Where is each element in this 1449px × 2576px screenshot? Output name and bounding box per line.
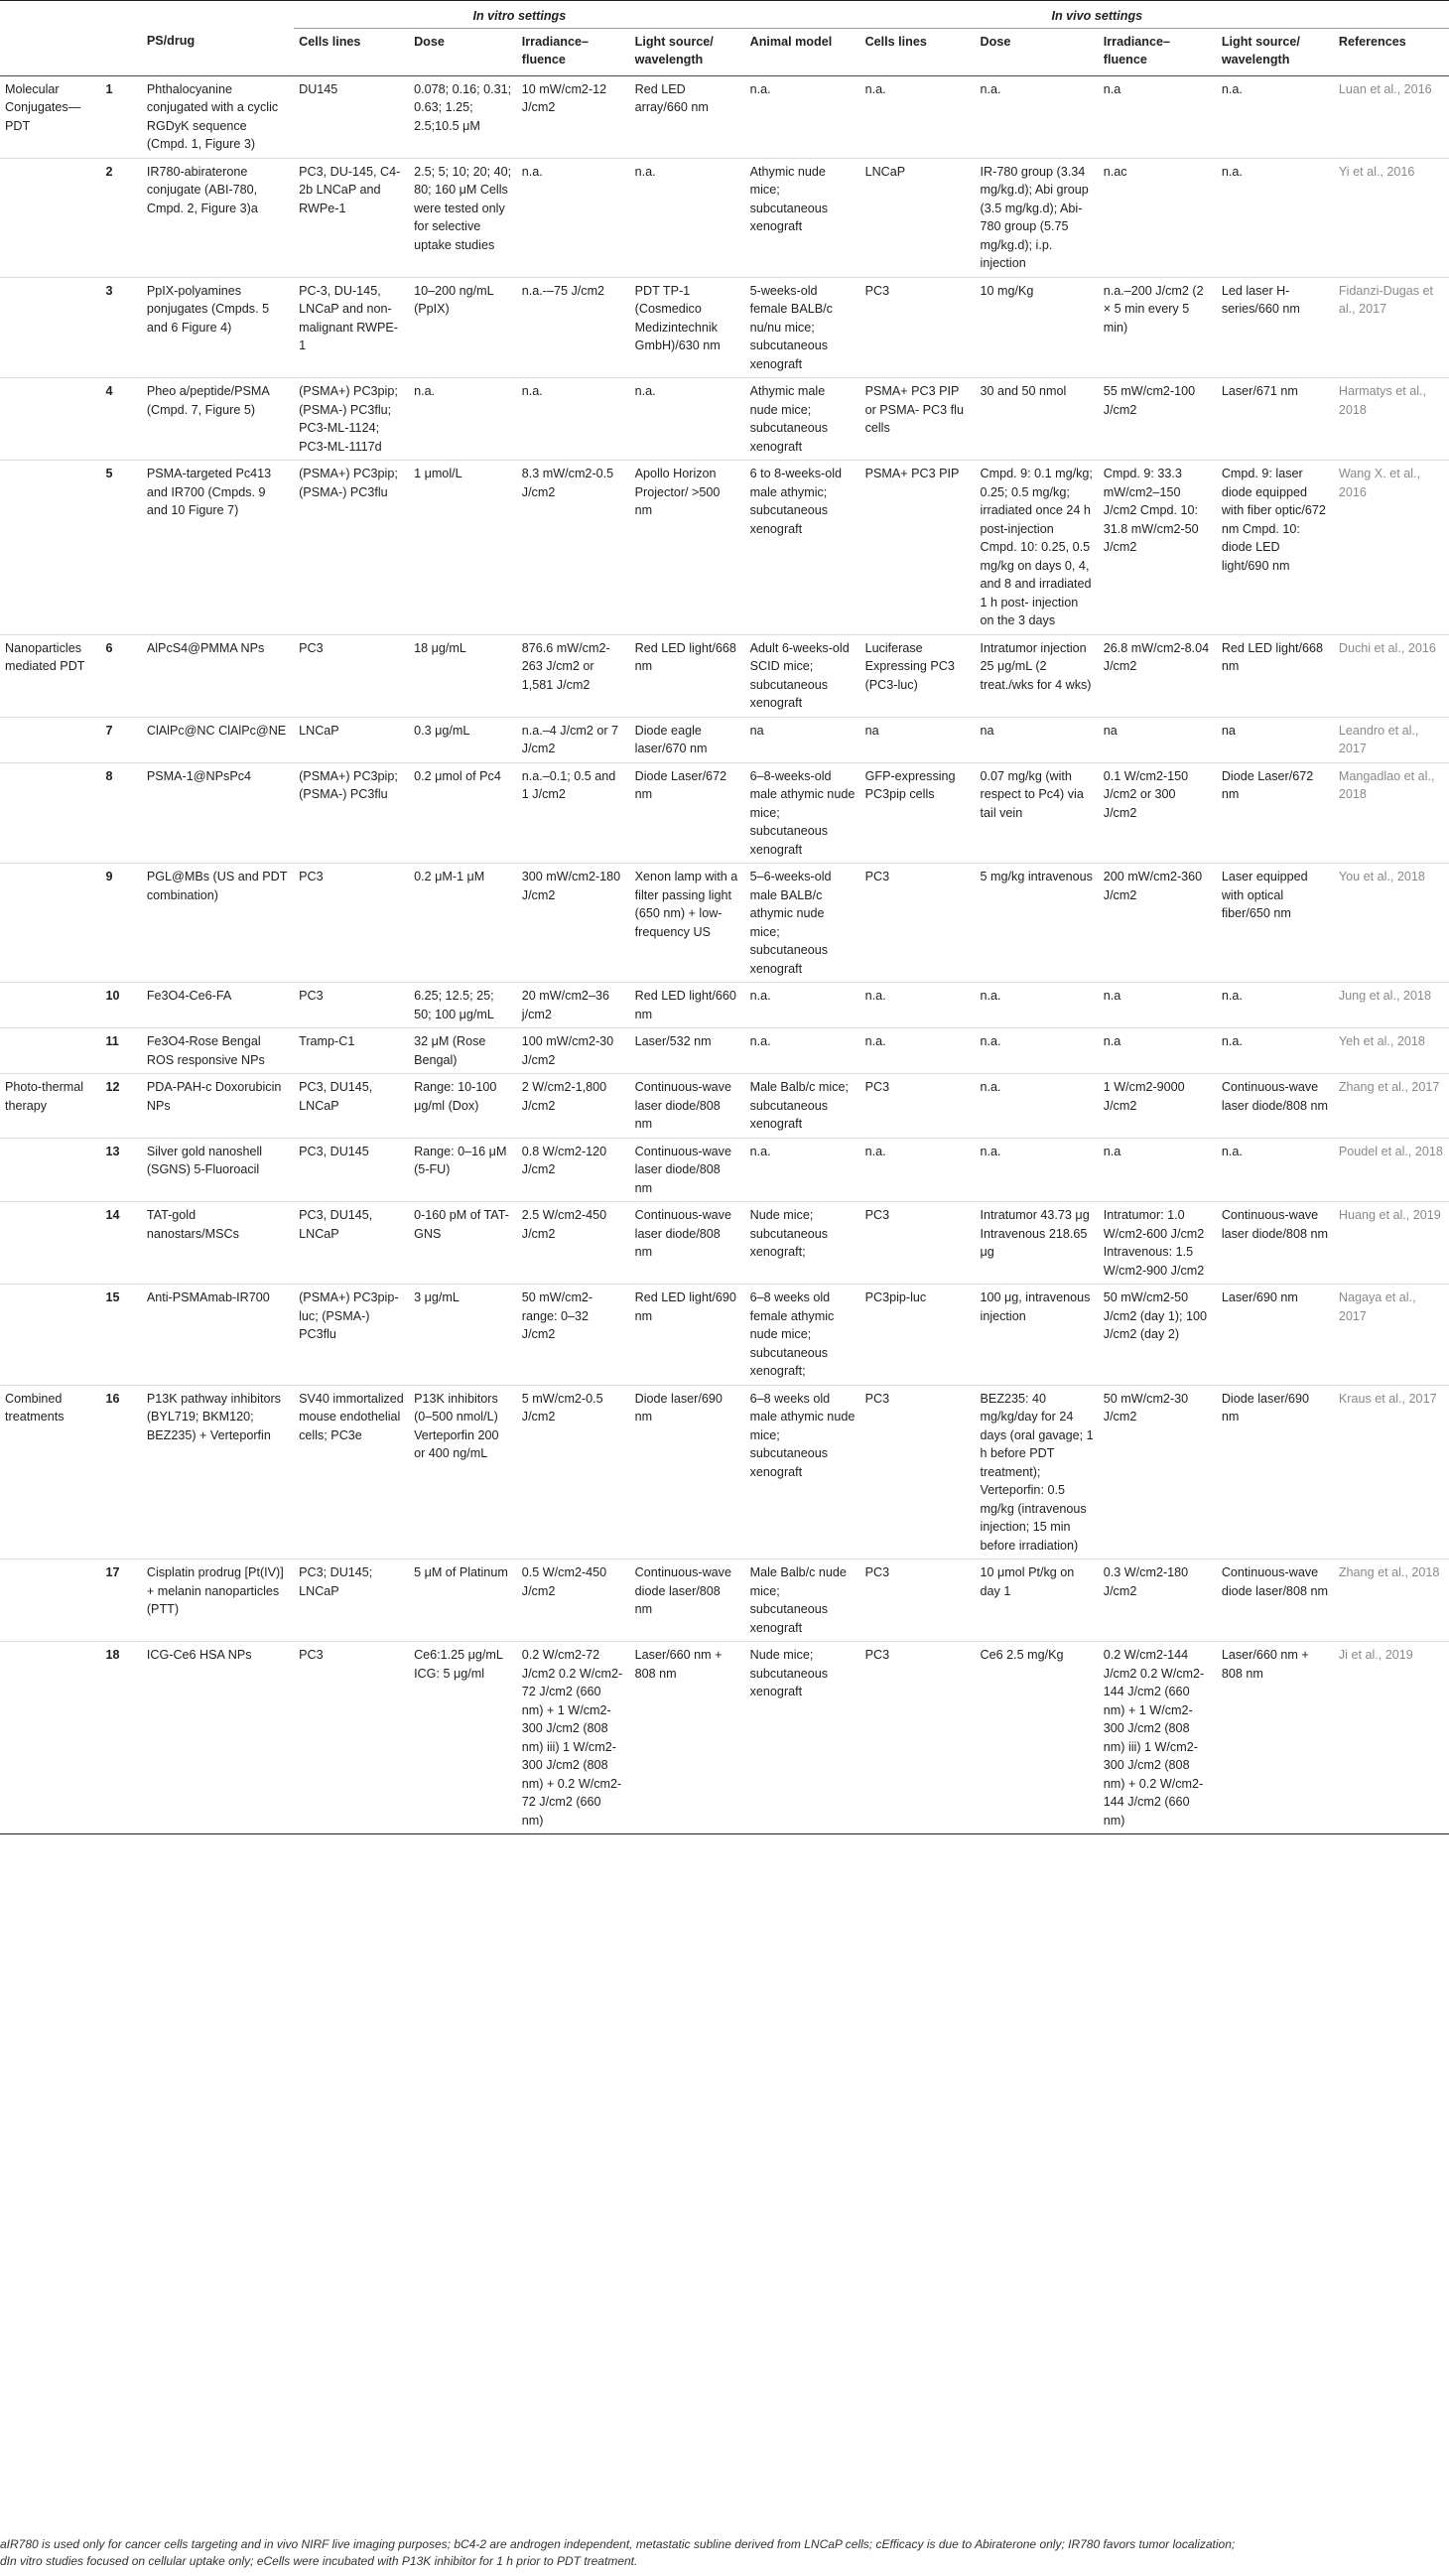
col-header: Light source/ wavelength	[1217, 28, 1334, 75]
cell-vitro-cells: PC-3, DU-145, LNCaP and non-malignant RWPE-1	[299, 283, 398, 352]
cell-ref: Fidanzi-Dugas et al., 2017	[1338, 283, 1434, 316]
cell-vitro-light: Continuous-wave laser diode/808 nm	[634, 1144, 731, 1195]
col-header: Cells lines	[860, 28, 976, 75]
cell-vivo-irr: 0.1 W/cm2-150 J/cm2 or 300 J/cm2	[1103, 768, 1189, 820]
cell-vitro-light: PDT TP-1 (Cosmedico Medizintechnik GmbH)/630 nm	[634, 283, 721, 352]
cell-category	[0, 461, 100, 635]
cell-vitro-irr: 10 mW/cm2-12 J/cm2	[521, 81, 607, 114]
cell-num: 3	[105, 283, 113, 298]
cell-category	[0, 717, 100, 762]
cell-animal: n.a.	[749, 989, 771, 1003]
cell-vivo-light: Laser/690 nm	[1221, 1290, 1298, 1304]
cell-ref: Poudel et al., 2018	[1338, 1144, 1443, 1158]
cell-category	[0, 983, 100, 1028]
cell-vivo-dose: 100 μg, intravenous injection	[980, 1290, 1091, 1323]
cell-num: 13	[105, 1144, 120, 1158]
cell-vitro-cells: SV40 immortalized mouse endothelial cells; PC3e	[299, 1391, 404, 1442]
cell-vitro-irr: n.a.	[521, 384, 543, 398]
cell-category	[0, 1028, 100, 1074]
cell-vitro-light: Diode Laser/672 nm	[634, 768, 727, 801]
cell-vivo-cells: PC3pip-luc	[864, 1290, 927, 1304]
cell-ps: IR780-abiraterone conjugate (ABI-780, Cmpd. 2, Figure 3)a	[146, 164, 258, 215]
cell-vivo-light: Laser/660 nm + 808 nm	[1221, 1648, 1309, 1681]
cell-vivo-light: Diode Laser/672 nm	[1221, 768, 1314, 801]
cell-vivo-cells: LNCaP	[864, 164, 906, 179]
cell-vivo-irr: 0.3 W/cm2-180 J/cm2	[1103, 1565, 1189, 1598]
cell-vitro-light: Red LED array/660 nm	[634, 81, 709, 114]
col-header: References	[1334, 28, 1449, 75]
cell-vivo-cells: PC3	[864, 1565, 890, 1579]
table-row	[0, 634, 1449, 717]
cell-ref: Yeh et al., 2018	[1338, 1034, 1425, 1048]
table-row	[0, 1074, 1449, 1139]
cell-vitro-dose: 0.2 μmol of Pc4	[414, 768, 501, 783]
cell-vitro-irr: n.a.-–75 J/cm2	[521, 283, 605, 298]
cell-vivo-dose: n.a.	[980, 1144, 1001, 1158]
cell-vitro-cells: PC3, DU-145, C4-2b LNCaP and RWPe-1	[299, 164, 401, 215]
cell-vivo-dose: 10 μmol Pt/kg on day 1	[980, 1565, 1075, 1598]
cell-ps: P13K pathway inhibitors (BYL719; BKM120; BEZ235) + Verteporfin	[146, 1391, 281, 1442]
cell-vivo-light: Continuous-wave laser diode/808 nm	[1221, 1080, 1328, 1113]
cell-vitro-irr: 8.3 mW/cm2-0.5 J/cm2	[521, 467, 614, 499]
cell-num: 14	[105, 1208, 120, 1222]
cell-vivo-irr: n.a	[1103, 1034, 1121, 1048]
cell-vivo-irr: n.ac	[1103, 164, 1127, 179]
cell-vitro-light: Continuous-wave diode laser/808 nm	[634, 1565, 731, 1616]
cell-vitro-light: Red LED light/668 nm	[634, 640, 736, 673]
cell-vitro-cells: PC3	[299, 870, 324, 883]
cell-vitro-dose: 3 μg/mL	[414, 1290, 460, 1304]
cell-vivo-dose: n.a.	[980, 81, 1001, 96]
table-row	[0, 378, 1449, 461]
cell-vitro-cells: PC3	[299, 640, 324, 655]
cell-vivo-cells: PSMA+ PC3 PIP or PSMA- PC3 flu cells	[864, 384, 964, 435]
cell-vitro-light: n.a.	[634, 384, 656, 398]
cell-num: 7	[105, 723, 113, 738]
cell-animal: n.a.	[749, 1144, 771, 1158]
cell-category	[0, 1285, 100, 1386]
cell-vitro-cells: PC3, DU145, LNCaP	[299, 1080, 373, 1113]
col-header: Animal model	[745, 28, 860, 75]
cell-num: 12	[105, 1080, 120, 1094]
cell-ps: TAT-gold nanostars/MSCs	[146, 1208, 239, 1241]
cell-vivo-light: n.a.	[1221, 989, 1243, 1003]
cell-vitro-cells: (PSMA+) PC3pip; (PSMA-) PC3flu	[299, 768, 398, 801]
cell-category: Nanoparticles mediated PDT	[5, 640, 85, 673]
cell-ps: Silver gold nanoshell (SGNS) 5-Fluoroacil	[146, 1144, 263, 1176]
cell-num: 16	[105, 1391, 120, 1406]
cell-vivo-cells: n.a.	[864, 81, 886, 96]
in-vivo-header: In vivo settings	[745, 1, 1449, 29]
table-row	[0, 1642, 1449, 1834]
cell-vitro-cells: PC3, DU145	[299, 1144, 369, 1158]
cell-num: 10	[105, 989, 120, 1003]
cell-vivo-light: Led laser H-series/660 nm	[1221, 283, 1300, 316]
cell-ref: Luan et al., 2016	[1338, 81, 1432, 96]
cell-ref: Nagaya et al., 2017	[1338, 1290, 1416, 1323]
cell-ps: Cisplatin prodrug [Pt(IV)] + melanin nanoparticles (PTT)	[146, 1565, 284, 1616]
in-vitro-header: In vitro settings	[294, 1, 745, 29]
col-header: PS/drug	[142, 28, 294, 75]
cell-ref: Huang et al., 2019	[1338, 1208, 1441, 1222]
cell-animal: Adult 6-weeks-old SCID mice; subcutaneous xenograft	[749, 640, 850, 710]
cell-vitro-light: Laser/660 nm + 808 nm	[634, 1648, 723, 1681]
cell-vivo-light: Continuous-wave laser diode/808 nm	[1221, 1208, 1328, 1241]
cell-ref: Mangadlao et al., 2018	[1338, 768, 1435, 801]
col-header: Light source/ wavelength	[630, 28, 745, 75]
cell-vitro-cells: PC3	[299, 1648, 324, 1662]
cell-vivo-dose: Ce6 2.5 mg/Kg	[980, 1648, 1064, 1662]
cell-vivo-irr: 55 mW/cm2-100 J/cm2	[1103, 384, 1196, 417]
cell-category	[0, 864, 100, 983]
cell-vitro-dose: 0.3 μg/mL	[414, 723, 470, 738]
cell-vivo-irr: 26.8 mW/cm2-8.04 J/cm2	[1103, 640, 1210, 673]
cell-vivo-irr: 0.2 W/cm2-144 J/cm2 0.2 W/cm2-144 J/cm2 (660 nm) + 1 W/cm2-300 J/cm2 (808 nm) iii) 1 W/cm2-300 J/cm2 (808 nm) + 0.2 W/cm2-144 J/cm2 (660 nm)	[1103, 1648, 1205, 1828]
cell-ref: Zhang et al., 2018	[1338, 1565, 1440, 1579]
cell-ref: Jung et al., 2018	[1338, 989, 1431, 1003]
cell-num: 2	[105, 164, 113, 179]
cell-vitro-light: Laser/532 nm	[634, 1034, 712, 1048]
cell-vivo-dose: Intratumor injection 25 μg/mL (2 treat./wks for 4 wks)	[980, 640, 1092, 692]
cell-num: 15	[105, 1290, 120, 1304]
cell-vitro-light: Xenon lamp with a filter passing light (650 nm) + low-frequency US	[634, 870, 738, 939]
cell-vivo-irr: 50 mW/cm2-30 J/cm2	[1103, 1391, 1189, 1424]
cell-vivo-light: Red LED light/668 nm	[1221, 640, 1324, 673]
table-row	[0, 983, 1449, 1028]
cell-animal: 5–6-weeks-old male BALB/c athymic nude mice; subcutaneous xenograft	[749, 870, 832, 976]
cell-ref: Yi et al., 2016	[1338, 164, 1415, 179]
cell-vivo-light: n.a.	[1221, 81, 1243, 96]
header-columns-row	[0, 28, 1449, 75]
cell-vivo-cells: n.a.	[864, 989, 886, 1003]
cell-vivo-light: Laser/671 nm	[1221, 384, 1298, 398]
cell-vitro-cells: (PSMA+) PC3pip; (PSMA-) PC3flu; PC3-ML-1124; PC3-ML-1117d	[299, 384, 398, 454]
cell-animal: 6–8 weeks old male athymic nude mice; subcutaneous xenograft	[749, 1391, 856, 1479]
table-row	[0, 461, 1449, 635]
cell-vivo-cells: n.a.	[864, 1144, 886, 1158]
cell-ps: Pheo a/peptide/PSMA (Cmpd. 7, Figure 5)	[146, 384, 270, 417]
cell-animal: Male Balb/c nude mice; subcutaneous xenograft	[749, 1565, 847, 1635]
cell-vivo-irr: 50 mW/cm2-50 J/cm2 (day 1); 100 J/cm2 (day 2)	[1103, 1290, 1208, 1341]
cell-vitro-dose: 2.5; 5; 10; 20; 40; 80; 160 μM Cells were tested only for selective uptake studies	[414, 164, 512, 252]
cell-category	[0, 378, 100, 461]
cell-vitro-cells: (PSMA+) PC3pip-luc; (PSMA-) PC3flu	[299, 1290, 399, 1341]
cell-vitro-irr: 5 mW/cm2-0.5 J/cm2	[521, 1391, 603, 1424]
table-row	[0, 277, 1449, 378]
cell-vivo-dose: Intratumor 43.73 μg Intravenous 218.65 μg	[980, 1208, 1090, 1259]
col-header: Cells lines	[294, 28, 409, 75]
cell-ps: PSMA-targeted Pc413 and IR700 (Cmpds. 9 and 10 Figure 7)	[146, 467, 272, 517]
cell-vitro-cells: PC3; DU145; LNCaP	[299, 1565, 373, 1598]
cell-ref: Leandro et al., 2017	[1338, 723, 1419, 755]
col-header: Irradiance–fluence	[1099, 28, 1217, 75]
cell-category	[0, 1138, 100, 1202]
col-header: Dose	[409, 28, 517, 75]
table-row	[0, 1285, 1449, 1386]
cell-vitro-dose: 10–200 ng/mL (PpIX)	[414, 283, 494, 316]
cell-vitro-cells: (PSMA+) PC3pip; (PSMA-) PC3flu	[299, 467, 398, 499]
cell-vivo-light: Continuous-wave diode laser/808 nm	[1221, 1565, 1328, 1598]
cell-category: Molecular Conjugates—PDT	[5, 81, 81, 133]
cell-vitro-light: Red LED light/690 nm	[634, 1290, 736, 1323]
cell-vitro-irr: n.a.	[521, 164, 543, 179]
cell-animal: Nude mice; subcutaneous xenograft	[749, 1648, 829, 1698]
table-row	[0, 158, 1449, 277]
table-row	[0, 864, 1449, 983]
cell-vitro-dose: Ce6:1.25 μg/mL ICG: 5 μg/ml	[414, 1648, 503, 1681]
cell-category: Combined treatments	[5, 1391, 65, 1424]
col-header: Irradiance–fluence	[517, 28, 630, 75]
cell-vitro-irr: 300 mW/cm2-180 J/cm2	[521, 870, 621, 902]
cell-vivo-dose: 30 and 50 nmol	[980, 384, 1067, 398]
cell-vivo-light: n.a.	[1221, 1034, 1243, 1048]
cell-category	[0, 1202, 100, 1285]
cell-ps: ClAlPc@NC ClAlPc@NE	[146, 723, 287, 738]
cell-ps: PSMA-1@NPsPc4	[146, 768, 252, 783]
cell-ps: Fe3O4-Ce6-FA	[146, 989, 232, 1003]
cell-vitro-dose: 0.2 μM-1 μM	[414, 870, 485, 883]
cell-vivo-irr: 200 mW/cm2-360 J/cm2	[1103, 870, 1203, 902]
cell-vivo-cells: PC3	[864, 283, 890, 298]
cell-vivo-irr: n.a	[1103, 989, 1121, 1003]
cell-vivo-irr: 1 W/cm2-9000 J/cm2	[1103, 1080, 1185, 1113]
table-row	[0, 1385, 1449, 1559]
table-row	[0, 1138, 1449, 1202]
cell-vitro-irr: 0.2 W/cm2-72 J/cm2 0.2 W/cm2-72 J/cm2 (660 nm) + 1 W/cm2-300 J/cm2 (808 nm) iii) 1 W/cm2-300 J/cm2 (808 nm) + 0.2 W/cm2-72 J/cm2 (660 nm)	[521, 1648, 623, 1828]
cell-animal: Male Balb/c mice; subcutaneous xenograft	[749, 1080, 850, 1131]
cell-vitro-irr: 20 mW/cm2–36 j/cm2	[521, 989, 609, 1021]
cell-vitro-irr: 0.8 W/cm2-120 J/cm2	[521, 1144, 607, 1176]
cell-vitro-dose: P13K inhibitors (0–500 nmol/L) Verteporfin 200 or 400 ng/mL	[414, 1391, 499, 1460]
cell-num: 8	[105, 768, 113, 783]
cell-vitro-dose: Range: 0–16 μM (5-FU)	[414, 1144, 507, 1176]
cell-vivo-cells: Luciferase Expressing PC3 (PC3-luc)	[864, 640, 955, 692]
cell-vivo-dose: 10 mg/Kg	[980, 283, 1034, 298]
cell-category	[0, 762, 100, 864]
cell-num: 18	[105, 1648, 120, 1662]
cell-num: 5	[105, 467, 113, 480]
cell-category: Photo-thermal therapy	[5, 1080, 84, 1113]
cell-animal: 6 to 8-weeks-old male athymic; subcutaneous xenograft	[749, 467, 843, 536]
cell-animal: Athymic nude mice; subcutaneous xenograft	[749, 164, 829, 233]
cell-vivo-cells: PC3	[864, 870, 890, 883]
cell-vivo-dose: n.a.	[980, 1034, 1001, 1048]
cell-vitro-light: Continuous-wave laser diode/808 nm	[634, 1080, 731, 1131]
cell-animal: 6–8-weeks-old male athymic nude mice; subcutaneous xenograft	[749, 768, 856, 857]
cell-vitro-light: n.a.	[634, 164, 656, 179]
header-group-row	[0, 1, 1449, 29]
cell-ps: ICG-Ce6 HSA NPs	[146, 1648, 252, 1662]
cell-vitro-dose: 6.25; 12.5; 25; 50; 100 μg/mL	[414, 989, 494, 1021]
cell-num: 11	[105, 1034, 119, 1048]
cell-num: 17	[105, 1565, 120, 1579]
cell-vivo-cells: na	[864, 723, 879, 738]
cell-ps: AlPcS4@PMMA NPs	[146, 640, 265, 655]
footnotes	[0, 2536, 1439, 2570]
cell-vitro-cells: Tramp-C1	[299, 1034, 355, 1048]
cell-vitro-light: Diode laser/690 nm	[634, 1391, 723, 1424]
cell-ref: Kraus et al., 2017	[1338, 1391, 1437, 1406]
cell-vivo-dose: n.a.	[980, 1080, 1001, 1094]
cell-animal: 6–8 weeks old female athymic nude mice; subcutaneous xenograft;	[749, 1290, 835, 1378]
table-row	[0, 75, 1449, 158]
cell-ps: Fe3O4-Rose Bengal ROS responsive NPs	[146, 1034, 265, 1067]
cell-vivo-cells: PC3	[864, 1080, 890, 1094]
cell-vivo-light: n.a.	[1221, 1144, 1243, 1158]
cell-ref: Zhang et al., 2017	[1338, 1080, 1440, 1094]
cell-vivo-dose: 5 mg/kg intravenous	[980, 870, 1093, 883]
cell-vitro-light: Diode eagle laser/670 nm	[634, 723, 708, 755]
cell-vivo-cells: PC3	[864, 1208, 890, 1222]
cell-ps: PpIX-polyamines ponjugates (Cmpds. 5 and 6 Figure 4)	[146, 283, 270, 335]
cell-ps: PGL@MBs (US and PDT combination)	[146, 870, 288, 902]
cell-vivo-cells: PSMA+ PC3 PIP	[864, 467, 960, 480]
cell-vitro-irr: 2.5 W/cm2-450 J/cm2	[521, 1208, 607, 1241]
cell-animal: Athymic male nude mice; subcutaneous xenograft	[749, 384, 829, 454]
cell-vitro-dose: 5 μM of Platinum	[414, 1565, 508, 1579]
cell-vitro-light: Continuous-wave laser diode/808 nm	[634, 1208, 731, 1259]
cell-vitro-irr: 100 mW/cm2-30 J/cm2	[521, 1034, 614, 1067]
cell-vivo-irr: Intratumor: 1.0 W/cm2-600 J/cm2 Intravenous: 1.5 W/cm2-900 J/cm2	[1103, 1208, 1205, 1278]
cell-vitro-irr: 876.6 mW/cm2-263 J/cm2 or 1,581 J/cm2	[521, 640, 610, 692]
cell-vitro-cells: LNCaP	[299, 723, 339, 738]
cell-vivo-dose: IR-780 group (3.34 mg/kg.d); Abi group (3.5 mg/kg.d); Abi-780 group (5.75 mg/kg.d); i.p. injection	[980, 164, 1089, 270]
cell-vivo-dose: Cmpd. 9: 0.1 mg/kg; 0.25; 0.5 mg/kg; irradiated once 24 h post-injection Cmpd. 10: 0.25, 0.5 mg/kg on days 0, 4, and 8 and irradiated 1 h post- injection on the 3 days	[980, 467, 1093, 627]
cell-vitro-dose: 0-160 pM of TAT-GNS	[414, 1208, 509, 1241]
table-row	[0, 1202, 1449, 1285]
cell-vitro-light: Red LED light/660 nm	[634, 989, 736, 1021]
cell-vitro-cells: DU145	[299, 81, 338, 96]
cell-vivo-light: Diode laser/690 nm	[1221, 1391, 1310, 1424]
cell-vivo-light: Cmpd. 9: laser diode equipped with fiber optic/672 nm Cmpd. 10: diode LED light/690 nm	[1221, 467, 1326, 573]
cell-ref: Wang X. et al., 2016	[1338, 467, 1420, 499]
cell-num: 6	[105, 640, 113, 655]
cell-vitro-dose: 18 μg/mL	[414, 640, 466, 655]
cell-vivo-dose: n.a.	[980, 989, 1001, 1003]
col-header: Dose	[976, 28, 1099, 75]
cell-vivo-light: na	[1221, 723, 1236, 738]
footnote-line: dIn vitro studies focused on cellular uptake only; eCells were incubated with P13K inhibitor for 1 h prior to PDT treatment.	[0, 2554, 638, 2568]
cell-vitro-irr: 0.5 W/cm2-450 J/cm2	[521, 1565, 607, 1598]
table-row	[0, 762, 1449, 864]
cell-vivo-light: n.a.	[1221, 164, 1243, 179]
cell-animal: n.a.	[749, 1034, 771, 1048]
cell-vitro-cells: PC3, DU145, LNCaP	[299, 1208, 373, 1241]
footnote-line: aIR780 is used only for cancer cells targeting and in vivo NIRF live imaging purposes; bC4-2 are androgen independent, metastatic subline derived from LNCaP cells; cEfficacy is due to Abiraterone only; IR780 favors tumor localization;	[0, 2537, 1236, 2551]
cell-vitro-irr: 2 W/cm2-1,800 J/cm2	[521, 1080, 607, 1113]
cell-vivo-irr: n.a	[1103, 1144, 1121, 1158]
cell-ps: PDA-PAH-c Doxorubicin NPs	[146, 1080, 282, 1113]
cell-vivo-dose: BEZ235: 40 mg/kg/day for 24 days (oral gavage; 1 h before PDT treatment); Verteporfin: 0.5 mg/kg (intravenous injection; 15 min before irradiation)	[980, 1391, 1094, 1553]
cell-category	[0, 1559, 100, 1642]
table-row	[0, 717, 1449, 762]
table-row	[0, 1559, 1449, 1642]
cell-vitro-irr: 50 mW/cm2-range: 0–32 J/cm2	[521, 1290, 593, 1341]
cell-vivo-cells: GFP-expressing PC3pip cells	[864, 768, 956, 801]
cell-vivo-dose: na	[980, 723, 994, 738]
cell-animal: na	[749, 723, 764, 738]
cell-animal: 5-weeks-old female BALB/c nu/nu mice; subcutaneous xenograft	[749, 283, 833, 371]
cell-vitro-dose: 0.078; 0.16; 0.31; 0.63; 1.25; 2.5;10.5 μM	[414, 81, 512, 133]
cell-ps: Anti-PSMAmab-IR700	[146, 1290, 270, 1304]
cell-vitro-irr: n.a.–0.1; 0.5 and 1 J/cm2	[521, 768, 616, 801]
cell-vitro-dose: 1 μmol/L	[414, 467, 462, 480]
cell-vivo-dose: 0.07 mg/kg (with respect to Pc4) via tail vein	[980, 768, 1084, 820]
cell-vivo-cells: PC3	[864, 1648, 890, 1662]
cell-vivo-irr: na	[1103, 723, 1118, 738]
cell-animal: Nude mice; subcutaneous xenograft;	[749, 1208, 829, 1259]
table-row	[0, 1028, 1449, 1074]
cell-ref: Duchi et al., 2016	[1338, 640, 1436, 655]
cell-vivo-light: Laser equipped with optical fiber/650 nm	[1221, 870, 1308, 920]
cell-num: 1	[105, 81, 113, 96]
cell-vitro-dose: Range: 10-100 μg/ml (Dox)	[414, 1080, 497, 1113]
cell-category	[0, 277, 100, 378]
cell-ref: Harmatys et al., 2018	[1338, 384, 1427, 417]
cell-vitro-dose: 32 μM (Rose Bengal)	[414, 1034, 486, 1067]
cell-vivo-irr: n.a	[1103, 81, 1121, 96]
cell-vivo-cells: n.a.	[864, 1034, 886, 1048]
cell-category	[0, 1642, 100, 1834]
cell-vitro-cells: PC3	[299, 989, 324, 1003]
cell-vivo-irr: n.a.–200 J/cm2 (2 × 5 min every 5 min)	[1103, 283, 1204, 335]
cell-ref: Ji et al., 2019	[1338, 1648, 1413, 1662]
cell-vivo-irr: Cmpd. 9: 33.3 mW/cm2–150 J/cm2 Cmpd. 10: 31.8 mW/cm2-50 J/cm2	[1103, 467, 1199, 554]
cell-vitro-light: Apollo Horizon Projector/ >500 nm	[634, 467, 721, 517]
cell-category	[0, 158, 100, 277]
cell-vivo-cells: PC3	[864, 1391, 890, 1406]
cell-ref: You et al., 2018	[1338, 870, 1425, 883]
cell-vitro-dose: n.a.	[414, 384, 436, 398]
cell-num: 9	[105, 870, 113, 883]
cell-vitro-irr: n.a.–4 J/cm2 or 7 J/cm2	[521, 723, 619, 755]
cell-ps: Phthalocyanine conjugated with a cyclic RGDyK sequence (Cmpd. 1, Figure 3)	[146, 81, 279, 151]
cell-animal: n.a.	[749, 81, 771, 96]
cell-num: 4	[105, 384, 113, 398]
